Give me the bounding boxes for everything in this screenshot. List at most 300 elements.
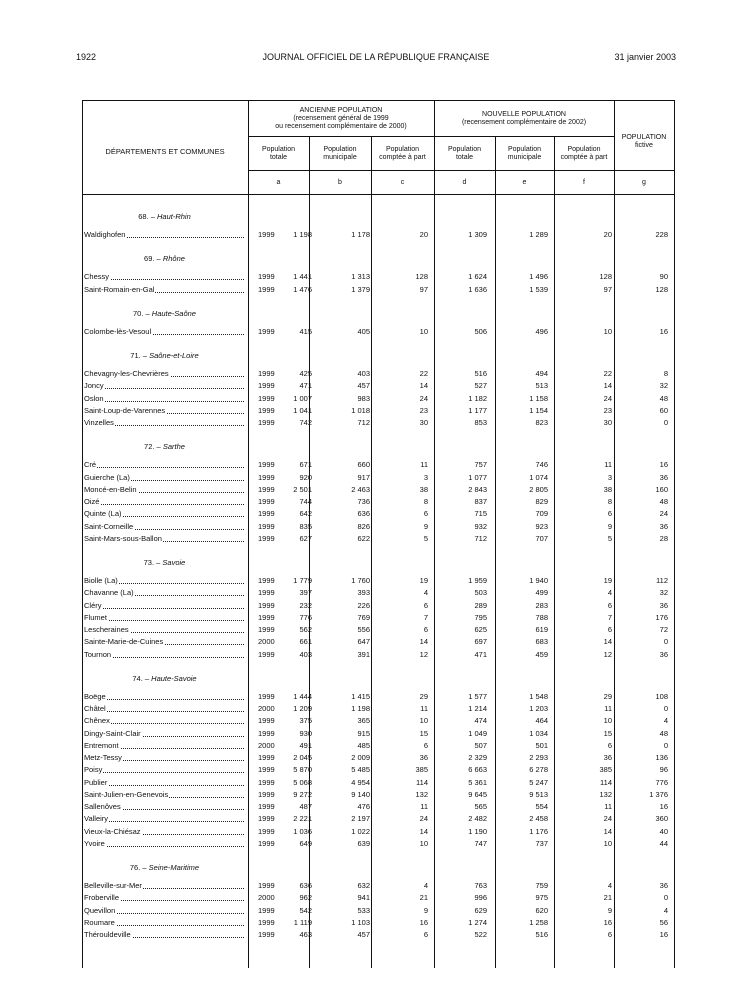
department-name: Saône-et-Loire [149,351,199,360]
value-f: 6 [607,600,612,610]
value-c: 10 [419,326,428,336]
value-g: 16 [659,460,668,470]
dot-leader [84,388,244,389]
value-b: 647 [357,637,370,647]
table-row [82,814,674,824]
commune-name: Cré [84,460,97,470]
value-f: 30 [603,418,612,427]
census-year: 2000 [258,893,275,903]
value-a: 1 119 [293,917,312,927]
department-number: 70. – [133,308,150,318]
value-d: 1 624 [468,272,487,282]
communes-header-label: DÉPARTEMENTS ET COMMUNES [105,147,225,156]
value-c: 8 [423,497,428,506]
commune-name: Guierche (La) [84,472,130,482]
commune-name: Chavanne (La) [84,588,134,598]
value-g: 90 [659,272,668,282]
value-a: 2 221 [293,814,312,824]
value-f: 97 [603,284,612,294]
value-e: 459 [535,649,548,659]
table-row [82,753,674,763]
value-d: 507 [474,740,487,750]
value-f: 4 [607,881,612,890]
value-f: 9 [607,521,612,531]
census-year: 1999 [258,826,275,836]
dot-leader [84,772,244,773]
census-year: 1999 [258,600,275,610]
census-year: 1999 [258,472,275,482]
value-b: 736 [357,497,370,506]
value-b: 226 [357,600,370,610]
page-header [76,52,676,66]
value-a: 487 [299,802,312,811]
subheader-line: Population [447,146,482,153]
census-year: 1999 [258,484,275,494]
commune-name-cell [84,418,244,428]
department-title [82,442,247,452]
census-year: 1999 [258,509,275,519]
commune-name-cell [84,802,244,812]
value-b: 457 [357,930,370,939]
commune-name: Tournon [84,649,112,659]
department-name: Seine-Maritime [148,863,200,872]
value-f: 6 [607,509,612,519]
commune-name: Waldighofen [84,230,126,239]
commune-name-cell [84,272,244,282]
commune-name-cell [84,827,244,837]
value-d: 629 [474,905,487,915]
value-a: 425 [299,369,312,378]
commune-name-cell [84,918,244,928]
value-b: 826 [357,521,370,531]
value-b: 941 [357,893,370,903]
census-year: 2000 [258,740,275,750]
column-letter-e: e [522,179,527,186]
value-b: 4 954 [351,777,370,787]
value-f: 6 [607,740,612,750]
table-row [82,588,674,598]
value-c: 29 [419,691,428,701]
census-year: 1999 [258,625,275,634]
value-a: 962 [299,893,312,903]
value-e: 516 [535,930,548,939]
census-year: 1999 [258,728,275,738]
value-g: 228 [655,230,668,239]
value-c: 24 [419,814,428,824]
value-f: 4 [607,588,612,598]
value-e: 2 293 [529,753,548,762]
value-b: 9 140 [351,789,370,799]
subheader-line: municipale [323,154,357,161]
value-e: 494 [535,369,548,378]
commune-name-cell [84,369,244,379]
subheader-municipale-e [495,146,554,162]
value-f: 11 [604,704,612,713]
value-c: 9 [423,905,428,915]
value-e: 554 [535,802,548,811]
value-d: 757 [474,460,487,470]
commune-name-cell [84,473,244,483]
value-a: 671 [299,460,312,470]
value-d: 503 [474,588,487,598]
census-year: 1999 [258,418,275,427]
value-e: 1 074 [529,472,548,482]
value-g: 16 [659,930,668,939]
value-a: 835 [299,521,312,531]
value-c: 6 [423,930,428,939]
commune-name: Châtel [84,704,106,713]
value-g: 36 [659,600,668,610]
value-c: 3 [423,472,428,482]
census-year: 1999 [258,521,275,531]
census-year: 1999 [258,777,275,787]
table-row [82,893,674,903]
value-d: 1 577 [468,691,487,701]
value-f: 20 [603,230,612,239]
value-a: 661 [299,637,312,647]
column-letter-a: a [276,179,281,186]
table-row [82,930,674,940]
value-e: 9 513 [529,789,548,799]
table-row [82,485,674,495]
department-title [82,254,247,264]
subheader-line: Population [323,146,357,153]
department-number: 68. – [138,212,155,221]
value-d: 6 663 [468,765,487,775]
value-f: 10 [603,716,612,726]
value-g: 16 [659,326,668,336]
value-a: 491 [299,740,312,750]
value-c: 21 [419,893,428,903]
value-g: 36 [659,521,668,531]
value-g: 32 [659,381,668,391]
commune-name: Chênex [84,716,110,726]
census-year: 1999 [258,230,275,239]
value-d: 1 182 [468,393,487,403]
value-f: 9 [607,905,612,915]
department-name: Sarthe [162,442,185,452]
value-g: 0 [663,893,668,903]
value-a: 375 [299,716,312,726]
value-d: 747 [474,838,487,848]
value-e: 464 [535,716,548,726]
value-a: 642 [299,509,312,519]
commune-name: Roumare [84,917,115,927]
subheader-totale-a [248,146,309,162]
table-row [82,918,674,928]
commune-name: Sallenôves [84,802,121,811]
value-e: 2 458 [529,814,548,824]
nouvelle-title: NOUVELLE POPULATION [482,111,566,118]
value-g: 48 [659,728,668,738]
value-a: 397 [299,588,312,598]
value-f: 23 [603,405,612,415]
value-d: 1 049 [468,728,487,738]
commune-name-cell [84,716,244,726]
value-c: 10 [419,716,428,726]
department-title [82,351,247,361]
value-d: 795 [474,612,487,622]
value-b: 485 [357,740,370,750]
value-f: 21 [603,893,612,903]
subheader-line: totale [455,154,474,161]
commune-name-cell [84,509,244,519]
column-letter-d: d [462,179,467,186]
value-c: 128 [415,272,428,282]
value-c: 20 [419,230,428,239]
value-f: 14 [603,826,612,836]
dot-leader [84,608,244,609]
value-a: 742 [299,418,312,427]
table-row [82,230,674,240]
department-number: 74. – [132,673,150,683]
value-g: 44 [659,838,668,848]
value-f: 11 [604,460,612,470]
value-g: 60 [659,405,668,415]
census-year: 1999 [258,649,275,659]
value-b: 405 [357,326,370,336]
value-e: 923 [535,521,548,531]
value-b: 1 379 [351,284,370,294]
value-g: 96 [659,765,668,775]
dot-leader [84,711,244,712]
nouvelle-population-header [434,111,614,127]
commune-name-cell [84,881,244,891]
value-g: 16 [659,802,668,811]
value-b: 2 009 [351,753,370,762]
commune-name-cell [84,327,244,337]
table-row [82,692,674,702]
publication-date: 31 janvier 2003 [614,52,676,62]
value-f: 19 [603,576,612,585]
value-c: 9 [423,521,428,531]
department-title [82,212,247,222]
table-top-border [82,100,674,101]
department-number: 71. – [130,351,147,360]
nouvelle-subtitle: (recensement complémentaire de 2002) [461,119,587,126]
value-g: 108 [655,691,668,701]
value-g: 776 [655,777,668,787]
value-e: 975 [535,893,548,903]
value-f: 24 [603,814,612,824]
commune-name-cell [84,613,244,623]
subheader-line: comptée à part [560,154,608,161]
commune-name-cell [84,893,244,903]
value-b: 636 [357,509,370,519]
commune-name: Valleiry [84,814,109,824]
census-year: 1999 [258,588,275,598]
value-b: 457 [357,381,370,391]
table-row [82,460,674,470]
value-f: 36 [603,753,612,762]
department-name: Savoie [162,558,186,567]
value-e: 1 034 [529,728,548,738]
value-c: 6 [423,625,428,634]
value-e: 746 [535,460,548,470]
value-e: 499 [535,588,548,598]
value-d: 1 177 [468,405,487,415]
value-a: 415 [299,326,312,336]
value-a: 1 476 [293,284,312,294]
value-c: 30 [419,418,428,427]
commune-name-cell [84,460,244,470]
value-g: 8 [663,369,668,378]
census-year: 1999 [258,905,275,915]
subheader-municipale-b [309,146,371,162]
department-number: 76. – [129,863,147,872]
value-b: 1 415 [351,691,370,701]
value-a: 1 779 [293,576,312,585]
value-e: 2 805 [529,484,548,494]
commune-name-cell [84,765,244,775]
value-a: 1 209 [293,704,312,713]
value-f: 10 [603,326,612,336]
dot-leader [84,504,244,505]
commune-name-cell [84,497,244,507]
value-d: 1 274 [468,917,487,927]
value-a: 930 [299,728,312,738]
commune-name: Chevagny-les-Chevrières [84,369,169,378]
table-row [82,741,674,751]
value-f: 12 [603,649,612,659]
commune-name-cell [84,906,244,916]
value-b: 393 [357,588,370,598]
value-g: 28 [659,533,668,543]
value-g: 4 [663,716,668,726]
census-year: 1999 [258,881,275,890]
commune-name-cell [84,576,244,586]
value-b: 1 760 [351,576,370,585]
ancienne-population-header [248,107,434,131]
commune-name: Belleville-sur-Mer [84,881,142,890]
value-b: 1 103 [351,917,370,927]
commune-name: Saint-Romain-en-Gal [84,284,155,294]
group-header-divider [248,136,614,137]
value-f: 385 [599,765,612,775]
value-g: 160 [655,484,668,494]
value-d: 1 959 [468,576,487,585]
value-d: 289 [474,600,487,610]
census-year: 1999 [258,917,275,927]
subheader-totale-d [434,146,495,162]
value-e: 759 [535,881,548,890]
commune-name: Vinzelles [84,418,114,427]
ancienne-title: ANCIENNE POPULATION [299,107,383,114]
value-g: 176 [655,612,668,622]
subheader-comptee-f [554,146,614,162]
value-d: 527 [474,381,487,391]
census-year: 2000 [258,637,275,647]
census-year: 1999 [258,460,275,470]
dot-leader [84,401,244,402]
column-letter-g: g [642,179,646,186]
value-f: 38 [603,484,612,494]
value-g: 0 [663,418,668,427]
commune-name: Publier [84,777,108,787]
table-row [82,778,674,788]
value-b: 1 022 [351,826,370,836]
commune-name: Thérouldeville [84,930,131,939]
value-e: 683 [535,637,548,647]
value-a: 5 068 [293,777,312,787]
table-row [82,406,674,416]
department-title [82,558,247,568]
value-g: 48 [659,497,668,506]
value-c: 114 [416,777,428,787]
census-year: 1999 [258,393,275,403]
commune-name: Colombe-lès-Vesoul [84,326,152,336]
census-year: 1999 [258,497,275,506]
commune-name-cell [84,704,244,714]
value-d: 853 [474,418,487,427]
value-d: 5 361 [468,777,487,787]
table-row [82,534,674,544]
commune-name-cell [84,406,244,416]
commune-name-cell [84,839,244,849]
value-f: 11 [604,802,612,811]
value-f: 14 [603,637,612,647]
commune-name: Yvoire [84,838,105,848]
value-b: 1 198 [351,704,370,713]
commune-name: Saint-Loup-de-Varennes [84,405,166,415]
column-letter-c: c [400,179,405,186]
census-year: 1999 [258,802,275,811]
value-f: 7 [607,612,612,622]
value-c: 11 [420,704,428,713]
department-title [82,309,247,319]
table-row [82,704,674,714]
table-row [82,473,674,483]
value-d: 2 843 [468,484,487,494]
census-year: 1999 [258,930,275,939]
value-b: 2 463 [351,484,370,494]
value-b: 476 [357,802,370,811]
value-b: 915 [357,728,370,738]
table-row [82,327,674,337]
value-d: 506 [474,326,487,336]
value-e: 6 278 [529,765,548,775]
census-year: 1999 [258,753,275,762]
value-d: 1 309 [468,230,487,239]
value-g: 1 376 [649,789,668,799]
commune-name-cell [84,522,244,532]
census-year: 1999 [258,838,275,848]
value-c: 11 [420,802,428,811]
subheader-line: Population [261,146,296,153]
census-year: 1999 [258,284,275,294]
value-e: 5 247 [529,777,548,787]
table-row [82,881,674,891]
value-c: 19 [419,576,428,585]
value-d: 837 [474,497,487,506]
value-f: 22 [603,369,612,378]
value-g: 112 [656,576,668,585]
value-b: 365 [357,716,370,726]
value-f: 29 [603,691,612,701]
value-d: 715 [474,509,487,519]
commune-name: Joncy [84,381,104,391]
value-c: 7 [423,612,428,622]
table-row [82,637,674,647]
commune-name: Oslon [84,393,104,403]
value-b: 2 197 [351,814,370,824]
value-c: 38 [419,484,428,494]
value-g: 0 [663,704,668,713]
table-row [82,650,674,660]
subheader-comptee-c [371,146,434,162]
table-row [82,272,674,282]
value-b: 533 [357,905,370,915]
